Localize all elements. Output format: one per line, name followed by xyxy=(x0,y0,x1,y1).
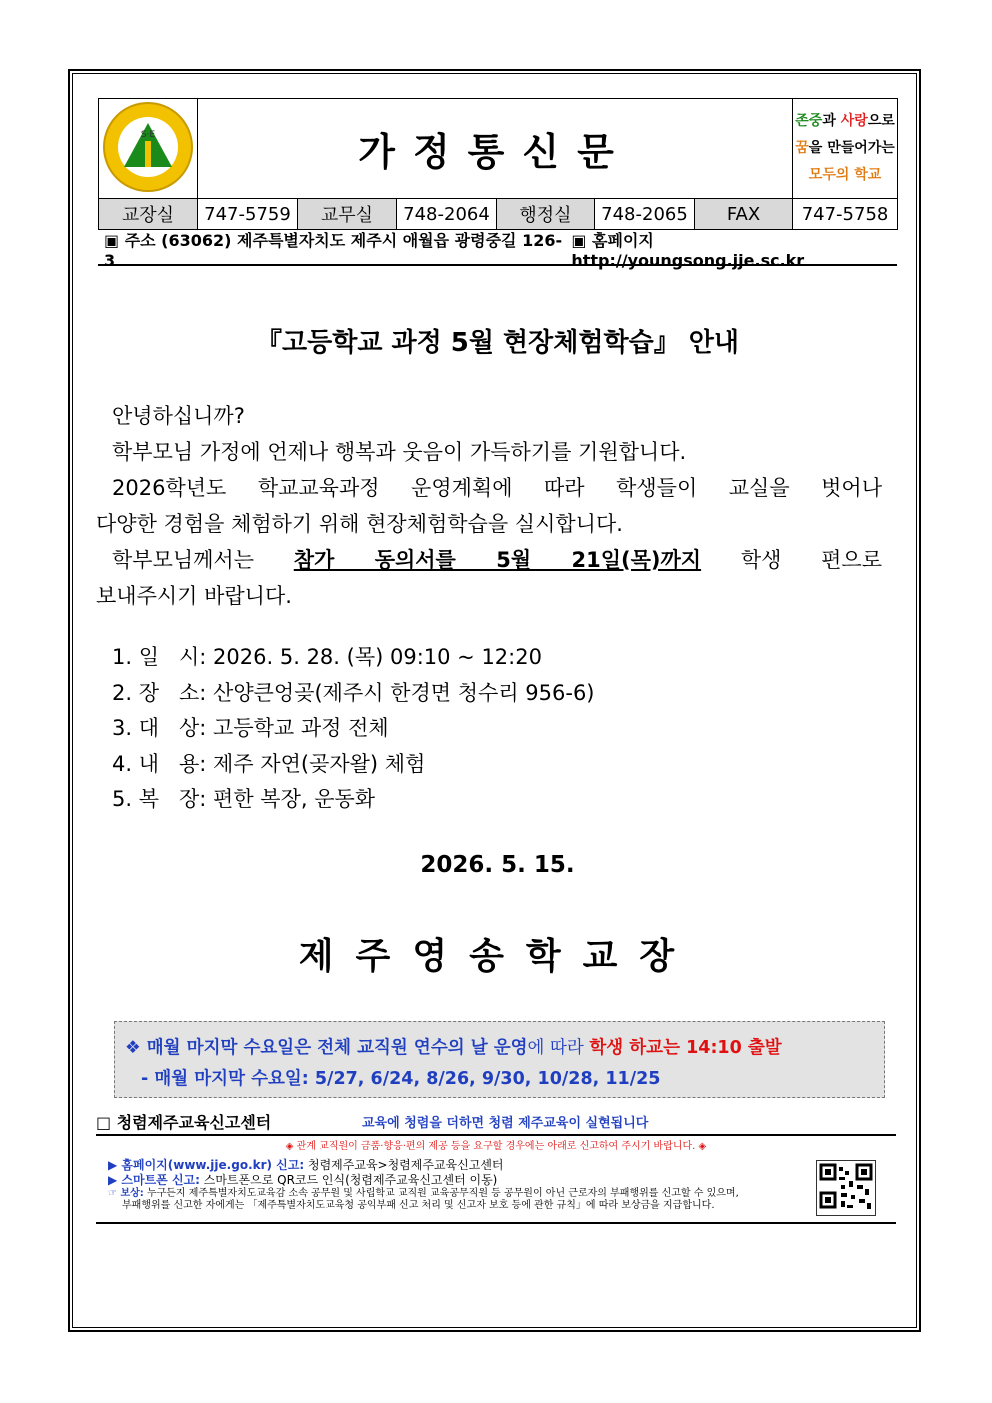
detail-item: 2. 장 소: 산양큰엉곶(제주시 한경면 청수리 956-6) xyxy=(112,680,595,705)
report-center-header xyxy=(96,1110,896,1136)
contact-number: 748-2065 xyxy=(595,199,695,230)
contact-label: 교무실 xyxy=(298,199,397,230)
footer-divider xyxy=(96,1222,896,1224)
school-address: ▣ 주소 (63062) 제주특별자치도 제주시 애월읍 광령중길 126-3 xyxy=(104,231,563,270)
letter-body xyxy=(96,398,882,614)
report-reward-detail: 부패행위를 신고한 자에게는 「제주특별자치도교육청 공익부패 신고 처리 및 신고자 보호 등에 관한 규칙」에 따라 보상금을 지급합니다. xyxy=(122,1200,715,1211)
report-slogan: 교육에 청렴을 더하면 청렴 제주교육이 실현됩니다 xyxy=(362,1116,649,1131)
detail-item: 5. 복 장: 편한 복장, 운동화 xyxy=(112,787,376,811)
notice-dates: - 매월 마지막 수요일: 5/27, 6/24, 8/26, 9/30, 10/28, 11/25 xyxy=(141,1069,661,1089)
letterhead xyxy=(98,98,897,230)
contact-label: 행정실 xyxy=(497,199,595,230)
notice-line: ❖ 매월 마지막 수요일은 전체 교직원 연수의 날 운영에 따라 학생 하교는 14:10 출발 xyxy=(125,1038,782,1058)
detail-item: 3. 대 상: 고등학교 과정 전체 xyxy=(112,716,389,740)
contact-row xyxy=(99,199,898,230)
svg-text:S·E: S·E xyxy=(140,129,156,140)
detail-item: 4. 내 용: 제주 자연(곶자왈) 체험 xyxy=(112,751,426,776)
paragraph-line: 보내주시기 바랍니다. xyxy=(96,584,292,608)
qr-code-icon[interactable] xyxy=(816,1160,876,1216)
greeting: 안녕하십니까? xyxy=(112,404,245,428)
address-bar xyxy=(98,231,897,270)
report-notice: ◈ 관계 교직원이 금품·향응·편의 제공 등을 요구할 경우에는 아래로 신고하여 주시기 바랍니다. ◈ xyxy=(285,1141,707,1152)
contact-number: 748-2064 xyxy=(397,199,497,230)
report-methods xyxy=(108,1158,808,1212)
detail-item: 1. 일 시: 2026. 5. 28. (목) 09:10 ~ 12:20 xyxy=(112,645,542,669)
school-logo xyxy=(99,99,198,199)
report-smartphone: ▶ 스마트폰 신고: 스마트폰으로 QR코드 인식(청렴제주교육신고센터 이동) xyxy=(108,1173,498,1187)
paragraph-line: 학부모님께서는 참가 동의서를 5월 21일(목)까지 학생 편으로 xyxy=(112,548,882,572)
report-web: ▶ 홈페이지(www.jje.go.kr) 신고: 청렴제주교육>청렴제주교육신고센터 xyxy=(108,1158,504,1172)
contact-label: FAX xyxy=(695,199,793,230)
event-details xyxy=(112,640,595,818)
notice-box xyxy=(114,1021,885,1098)
paragraph-line: 2026학년도 학교교육과정 운영계획에 따라 학생들이 교실을 벗어나 xyxy=(112,476,882,500)
contact-label: 교장실 xyxy=(99,199,198,230)
deadline-emphasis: 참가 동의서를 5월 21일(목)까지 xyxy=(293,548,702,572)
school-homepage[interactable]: ▣ 홈페이지 http://youngsong.jje.sc.kr xyxy=(571,231,805,270)
contact-number: 747-5758 xyxy=(793,199,898,230)
paragraph-line: 다양한 경험을 체험하기 위해 현장체험학습을 실시합니다. xyxy=(96,512,623,536)
school-motto: 존중과 사랑으로 꿈을 만들어가는 모두의 학교 xyxy=(793,99,898,199)
wish-line: 학부모님 가정에 언제나 행복과 웃음이 가득하기를 기원합니다. xyxy=(112,440,687,464)
issue-date: 2026. 5. 15. xyxy=(420,852,575,878)
newsletter-title: 가정통신문 xyxy=(198,99,793,199)
report-reward: ☞ 보상: 누구든지 제주특별자치도교육감 소속 공무원 및 사립학교 교직원 교육공무직원 등 공무원이 아닌 근로자의 부패행위를 신고할 수 있으며, xyxy=(108,1188,739,1199)
contact-number: 747-5759 xyxy=(198,199,298,230)
principal-signature: 제주영송학교장 xyxy=(298,935,697,977)
report-center-title: □ 청렴제주교육신고센터 xyxy=(96,1113,272,1132)
document-title: 『고등학교 과정 5월 현장체험학습』 안내 xyxy=(255,328,740,358)
